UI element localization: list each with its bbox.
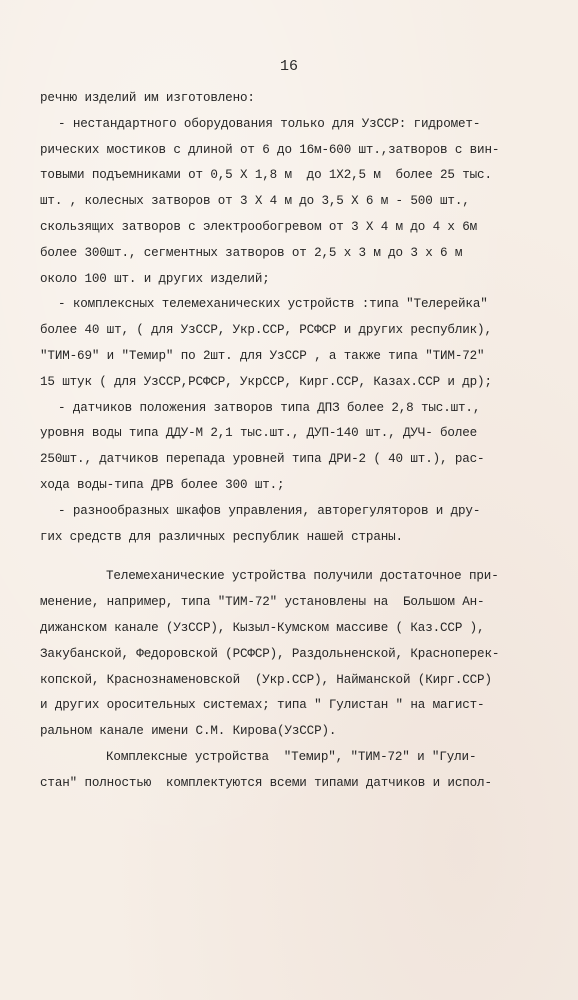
text-line: скользящих затворов с электрообогревом от 3 Х 4 м до 4 х 6м	[40, 219, 478, 234]
text-line: Телемеханические устройства получили достаточное при-	[106, 569, 499, 584]
text-line: дижанском канале (УзССР), Кызыл-Кумском массиве ( Каз.ССР ),	[40, 620, 485, 635]
text-line: - комплексных телемеханических устройств :типа "Телерейка"	[58, 297, 488, 312]
text-line: Закубанской, Федоровской (РСФСР), Раздольненской, Красноперек-	[40, 646, 500, 661]
text-line: - датчиков положения затворов типа ДПЗ более 2,8 тыс.шт.,	[58, 400, 481, 415]
text-line: гих средств для различных республик нашей страны.	[40, 529, 403, 544]
text-line: уровня воды типа ДДУ-М 2,1 тыс.шт., ДУП-140 шт., ДУЧ- более	[40, 426, 478, 441]
paragraph-gap	[40, 550, 550, 564]
page-number: 16	[279, 58, 298, 75]
text-line: стан" полностью комплектуются всеми типами датчиков и испол-	[40, 775, 492, 790]
text-line: речню изделий им изготовлено:	[40, 91, 255, 105]
text-line: рических мостиков с длиной от 6 до 16м-600 шт.,затворов с вин-	[40, 142, 500, 157]
body-text	[40, 86, 550, 797]
text-line: Комплексные устройства "Темир", "ТИМ-72" и "Гули-	[106, 749, 477, 764]
text-line: более 40 шт, ( для УзССР, Укр.ССР, РСФСР и других республик),	[40, 323, 492, 338]
text-line: 15 штук ( для УзССР,РСФСР, УкрССР, Кирг.ССР, Казах.ССР и др);	[40, 374, 492, 389]
text-line: - нестандартного оборудования только для УзССР: гидромет-	[58, 116, 481, 131]
text-line: товыми подъемниками от 0,5 Х 1,8 м до 1Х2,5 м более 25 тыс.	[40, 168, 492, 183]
text-line: ральном канале имени С.М. Кирова(УзССР).	[40, 724, 337, 739]
text-line: копской, Краснознаменовской (Укр.ССР), Найманской (Кирг.ССР)	[40, 672, 492, 687]
text-line: шт. , колесных затворов от 3 Х 4 м до 3,5 Х 6 м - 500 шт.,	[40, 194, 470, 209]
text-line: и других оросительных системах; типа " Гулистан " на магист-	[40, 698, 485, 713]
text-line: - разнообразных шкафов управления, авторегуляторов и дру-	[58, 503, 481, 518]
text-line: менение, например, типа "ТИМ-72" установлены на Большом Ан-	[40, 595, 485, 610]
text-line: 250шт., датчиков перепада уровней типа ДРИ-2 ( 40 шт.), рас-	[40, 452, 485, 467]
text-line: "ТИМ-69" и "Темир" по 2шт. для УзССР , а также типа "ТИМ-72"	[40, 348, 485, 363]
text-line: около 100 шт. и других изделий;	[40, 271, 270, 286]
text-line: хода воды-типа ДРВ более 300 шт.;	[40, 477, 285, 492]
text-line: более 300шт., сегментных затворов от 2,5 х 3 м до 3 х 6 м	[40, 245, 463, 260]
